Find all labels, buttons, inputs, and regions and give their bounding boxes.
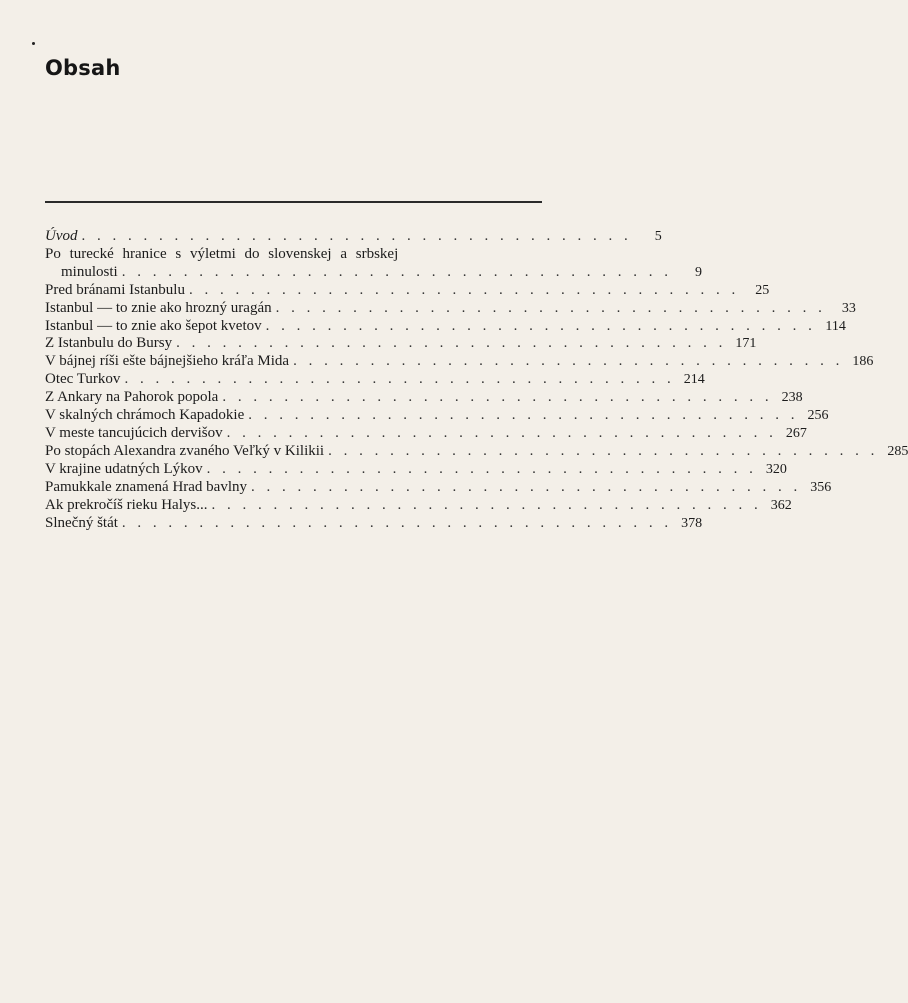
dot-leader: . . . . . . . . . . . . . . . . . . . . . . . . . . . . . . . . . . . . [211, 496, 762, 513]
dot-leader: . . . . . . . . . . . . . . . . . . . . . . . . . . . . . . . . . . . . [226, 424, 777, 441]
toc-entry-page: 267 [785, 425, 807, 441]
toc-entry[interactable] [45, 299, 856, 318]
toc-entry-page: 171 [735, 336, 757, 352]
toc-entry-title: Úvod [45, 228, 78, 244]
toc-entry[interactable] [45, 353, 874, 371]
toc-entry-title: V skalných chrámoch Kapadokie [45, 407, 245, 424]
toc-entry[interactable] [45, 460, 787, 479]
toc-entry-page: 114 [825, 318, 846, 334]
toc-entry[interactable] [45, 317, 846, 336]
toc-entry[interactable] [45, 371, 705, 389]
toc-entry-title-line2: minulosti [61, 263, 118, 280]
toc-entry-title: V meste tancujúcich dervišov [45, 424, 223, 441]
dot-leader: . . . . . . . . . . . . . . . . . . . . . . . . . . . . . . . . . . . . [248, 407, 799, 424]
toc-entry[interactable] [45, 245, 702, 282]
ink-dot [32, 42, 35, 45]
dot-leader: . . . . . . . . . . . . . . . . . . . . . . . . . . . . . . . . . . . . [328, 442, 879, 459]
toc-entry[interactable] [45, 281, 770, 300]
toc-entry[interactable] [45, 407, 829, 425]
toc-entry-page: 186 [852, 354, 874, 370]
toc-entry[interactable] [45, 442, 908, 461]
toc-entry-page: 356 [810, 479, 832, 495]
toc-entry-page: 5 [654, 229, 662, 244]
dot-leader: . . . . . . . . . . . . . . . . . . . . . . . . . . . . . . . . . . . . [275, 299, 826, 316]
dot-leader: . . . . . . . . . . . . . . . . . . . . . . . . . . . . . . . . . . . . [81, 228, 632, 244]
toc-entry-page: 256 [807, 408, 829, 424]
toc-entry[interactable] [45, 335, 757, 353]
toc-entry-page: 378 [681, 515, 703, 531]
toc-entry[interactable] [45, 478, 832, 497]
toc-entry[interactable] [45, 496, 792, 515]
toc-entry[interactable] [45, 514, 703, 533]
toc-entry-title: Istanbul — to znie ako šepot kvetov [45, 317, 262, 334]
dot-leader: . . . . . . . . . . . . . . . . . . . . . . . . . . . . . . . . . . . . [222, 389, 773, 406]
table-of-contents [45, 228, 908, 532]
dot-leader: . . . . . . . . . . . . . . . . . . . . . . . . . . . . . . . . . . . . [251, 478, 802, 495]
toc-entry-title: V krajine udatných Lýkov [45, 460, 203, 477]
dot-leader: . . . . . . . . . . . . . . . . . . . . . . . . . . . . . . . . . . . . [124, 371, 675, 388]
toc-entry-title: Z Ankary na Pahorok popola [45, 389, 219, 406]
dot-leader: . . . . . . . . . . . . . . . . . . . . . . . . . . . . . . . . . . . . [121, 514, 673, 531]
divider [45, 201, 542, 203]
toc-entry-title: V bájnej ríši ešte bájnejšieho kráľa Mida [45, 353, 290, 370]
dot-leader: . . . . . . . . . . . . . . . . . . . . . . . . . . . . . . . . . . . . [206, 460, 757, 477]
toc-entry-title: Slnečný štát [45, 514, 118, 531]
toc-entry-title: Pred bránami Istanbulu [45, 281, 185, 298]
toc-entry-page: 25 [755, 282, 770, 298]
toc-entry-page: 285 [887, 443, 908, 459]
dot-leader: . . . . . . . . . . . . . . . . . . . . . . . . . . . . . . . . . . . . [121, 263, 672, 280]
toc-entry[interactable] [45, 424, 807, 443]
toc-entry-title: Ak prekročíš rieku Halys... [45, 496, 208, 513]
toc-entry-title: Pamukkale znamená Hrad bavlny [45, 478, 248, 495]
dot-leader: . . . . . . . . . . . . . . . . . . . . . . . . . . . . . . . . . . . . [188, 281, 740, 298]
toc-entry-page: 9 [694, 264, 702, 280]
toc-entry-page: 320 [765, 461, 787, 477]
dot-leader: . . . . . . . . . . . . . . . . . . . . . . . . . . . . . . . . . . . . [293, 353, 844, 370]
dot-leader: . . . . . . . . . . . . . . . . . . . . . . . . . . . . . . . . . . . . [176, 335, 727, 352]
toc-entry-title: Otec Turkov [45, 371, 121, 388]
toc-entry-page: 33 [841, 300, 856, 316]
dot-leader: . . . . . . . . . . . . . . . . . . . . . . . . . . . . . . . . . . . . [265, 317, 816, 334]
toc-entry-page: 238 [781, 390, 803, 406]
page-title: Obsah [45, 56, 121, 80]
toc-entry-page: 362 [770, 497, 792, 513]
toc-entry[interactable] [45, 228, 662, 246]
toc-entry-title: Istanbul — to znie ako hrozný uragán [45, 299, 272, 316]
toc-entry-title: Z Istanbulu do Bursy [45, 335, 173, 352]
toc-entry-page: 214 [683, 372, 705, 388]
toc-entry[interactable] [45, 389, 803, 407]
toc-entry-title: Po stopách Alexandra zvaného Veľký v Kilikii [45, 442, 325, 459]
toc-entry-title-line1: Po turecké hranice s výletmi do slovenskej a srbskej [45, 245, 399, 262]
